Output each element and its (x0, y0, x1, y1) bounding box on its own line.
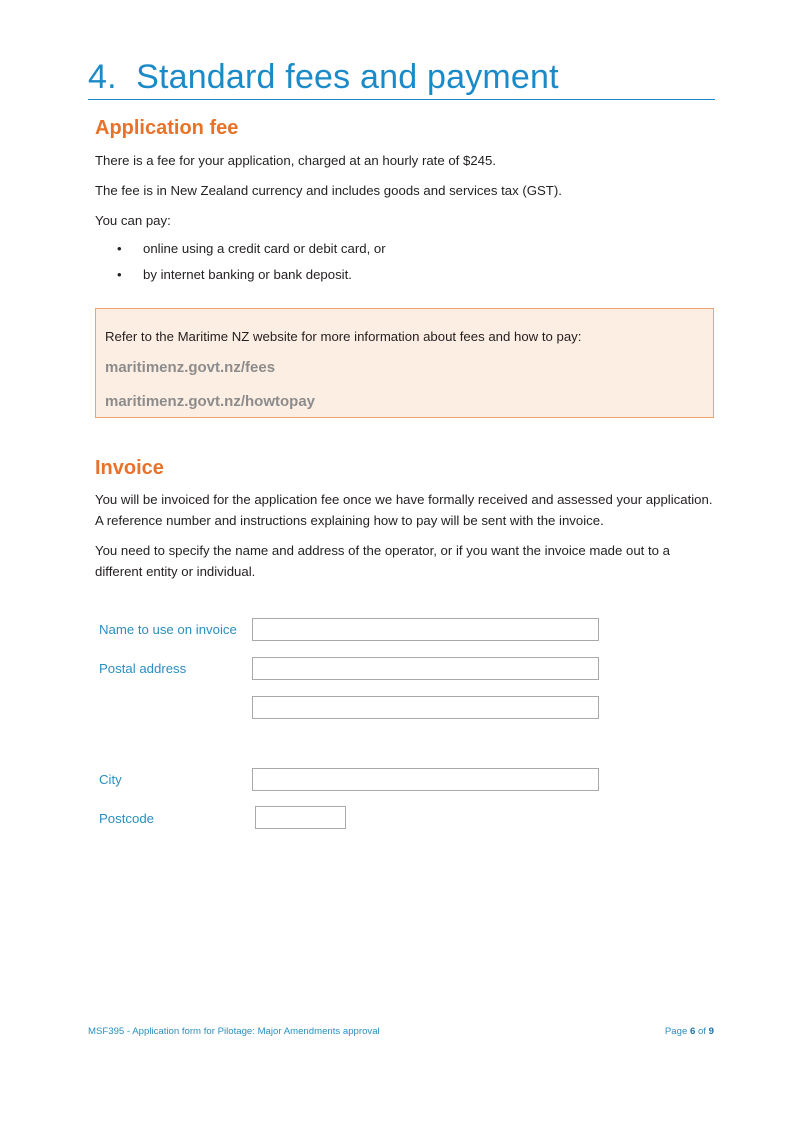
fees-link[interactable]: maritimenz.govt.nz/fees (105, 359, 276, 376)
city-input[interactable] (252, 768, 599, 791)
page-title (88, 58, 559, 97)
postal-address-label: Postal address (99, 661, 187, 676)
postcode-label: Postcode (99, 811, 154, 826)
payment-option-item (117, 264, 352, 285)
footer-document-title: MSF395 - Application form for Pilotage: Major Amendments approval (88, 1026, 380, 1037)
fee-currency-paragraph: The fee is in New Zealand currency and includes goods and services tax (GST). (95, 183, 562, 198)
page-of-word: of (697, 1026, 706, 1037)
payment-option-text: by internet banking or bank deposit. (143, 267, 352, 282)
current-page: 6 (689, 1026, 696, 1037)
postal-address-line1-input[interactable] (252, 657, 599, 680)
payment-intro-paragraph: You can pay: (95, 213, 171, 228)
name-on-invoice-label: Name to use on invoice (99, 622, 237, 637)
bullet-icon: • (117, 241, 122, 256)
how-to-pay-link[interactable]: maritimenz.govt.nz/howtopay (105, 393, 316, 410)
operator-paragraph-line: different entity or individual. (95, 564, 256, 579)
payment-option-text: online using a credit card or debit card, or (143, 241, 386, 256)
operator-paragraph-line: You need to specify the name and address of the operator, or if you want the invoice made out to a (95, 543, 671, 558)
postcode-input[interactable] (255, 806, 346, 829)
city-label: City (99, 772, 122, 787)
callout-text: Refer to the Maritime NZ website for more information about fees and how to pay: (105, 329, 582, 344)
section-title: Standard fees and payment (136, 58, 559, 96)
invoice-paragraph-line: You will be invoiced for the application fee once we have formally received and assessed your application. (95, 492, 713, 507)
total-pages: 9 (708, 1026, 714, 1037)
footer-page-number (665, 1026, 714, 1037)
name-on-invoice-input[interactable] (252, 618, 599, 641)
bullet-icon: • (117, 267, 122, 282)
title-divider (88, 99, 715, 100)
invoice-heading: Invoice (95, 457, 164, 479)
info-callout (95, 308, 714, 418)
invoice-paragraph-line: A reference number and instructions explaining how to pay will be sent with the invoice. (95, 513, 604, 528)
payment-option-item (117, 238, 386, 259)
application-fee-heading: Application fee (95, 117, 239, 139)
page-word: Page (664, 1026, 688, 1037)
fee-rate-paragraph: There is a fee for your application, charged at an hourly rate of $245. (95, 153, 496, 168)
section-number: 4. (88, 58, 117, 96)
postal-address-line2-input[interactable] (252, 696, 599, 719)
